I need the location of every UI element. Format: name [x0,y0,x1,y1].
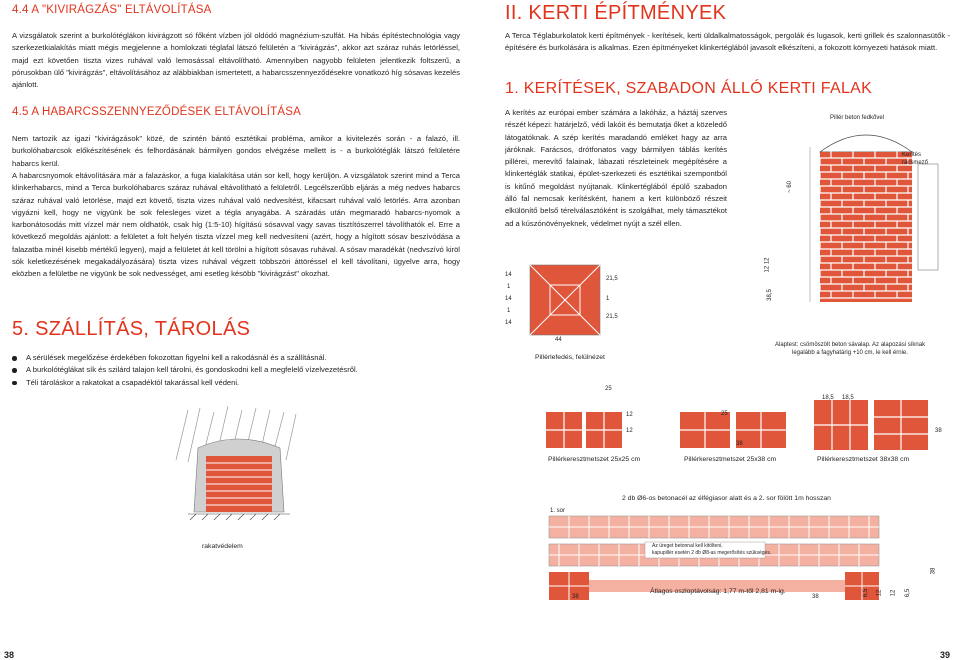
fence-grid-label-line-2: rácsmező [902,160,929,166]
section-dim: 12 [626,412,633,418]
list-item: A sérülések megelőzése érdekében fokozottan figyelni kell a rakodásnál és a szállításnál. [8,352,458,364]
page-number-left: 38 [4,650,15,660]
section-25x25 [546,412,622,448]
height-dimension-label: ~ 60 [786,181,793,193]
section-5-heading: 5. SZÁLLÍTÁS, TÁROLÁS [12,318,251,340]
wall-dim: 38 [930,567,937,575]
reinforcement-note: 2 db Ø6-os betonacél az élfégiasor alatt és a 2. sor fölött 1m hosszan [622,495,831,502]
plan-dim: 1 [606,296,610,302]
section-38x38 [814,400,928,450]
chapter-ii-body: A Terca Téglaburkolatok kerti építmények - kerítések, kerti üldalkalmatosságok, pergolák és lugasok, kerti grillek és szalonnasütők - építésére és burkolására is alkalmas. Ezen építményeket klinkertéglából javasolt elkészíteni, a fokozott környezeti hatások miatt. [505,31,950,53]
plan-dim: 14 [505,320,512,326]
section-dim: 18,5 [842,395,854,401]
wall-dim: 12 [890,589,897,597]
section-dim: 25 [605,386,612,392]
section-caption: Pillérkeresztmetszet 38x38 cm [817,456,910,463]
plan-caption: Pillérlefedés, felülnézet [535,354,605,361]
brick-stack [206,456,272,512]
pillar-body [820,152,912,302]
section-4-5-paragraph-2: A habarcsnyomok eltávolítására már a falazáskor, a fuga kialakítása után sor kell, hogy kerüljön. A vizsgálatok szerint mind a Terca klinkerhabarcs, mind a Terca burkolóhabarcs száraz ruhával eltávolítható a felületről. Legcélszerűbb eljárás a még nedves habarcs száraz ruhával való letörlése, majd ezt követő, tiszta vizes ruhával való nedvesítést, kifacsart ruhával való letörlés. Arra azonban vigyázni kell, hogy ne vigyünk be sok felesleges vizet a tégla anyagába. A száradás után megmaradó habarcs-nyomok a karbonátosodás mitt vízzel már nem oldhatók, csak híg (1:5-10) hígítású sósavval vagy savas tisztítószerrel távolíthatók el. Erre a következő megoldás ajánlott: a felületet a folt helyén tiszta vízzel meg kell nedvesíteni (azért, hogy a hígított sósav beszívódása a falazatba minél kisebb mértékű legyen), majd a felületet át kell törölni a hígított sósavas ruhával. A sósav maradékát (nedvszívó kiröl sók keletkezésének megakadályozására) tiszta vizes ruhával végzett többszöri áttöréssel el kell távolítani, ügyelve arra, hogy eközben a felületbe ne vigyünk be sok nedvességet, ami esetleg késöbb "kivirágzást" okozhat. [12,171,460,279]
section-number: 4.4 [12,4,29,16]
section-4-5-heading [12,106,301,118]
ground-hatch [188,514,290,520]
section-dim: 25 [721,411,728,417]
section-dim: 38 [935,428,942,434]
section-1-heading: 1. KERÍTÉSEK, SZABADON ÁLLÓ KERTI FALAK [505,80,873,97]
section-caption: Pillérkeresztmetszet 25x25 cm [548,456,641,463]
plan-dim: 21,5 [606,276,618,282]
row-label-1: 1. sor [550,508,566,514]
plan-dim: 1 [507,308,511,314]
plan-dim: 1 [507,284,511,290]
pillar-cross-sections [540,392,950,454]
section-number: 4.5 [12,106,29,118]
fill-note-line-1: Az üreget betonnal kell kitölteni, [652,543,723,549]
plan-dim: 44 [555,337,562,343]
pillar-cap [820,135,912,152]
section-4-4-body: A vizsgálatok szerint a burkolótéglákon kivirágzott só főként vízben jól oldódó magnézium-szulfát. Ha hibás építéstechnológia vagy szerkezetkialakítás miatt mégis megjelenne a homlokzati téglafal látszó felületén a "kivirágzás", akkor azt száraz ruhás letörléssel, majd ezt követően tiszta vizes ruhával való lemosással eltávolítható. Amennyiben nagyobb felületen jelentkezik foltszerű, a pórusokban ülő "kivirágzás", eltávolításához az alábbiakban ismertetett, a habarcsszennyeződésekre vonatkozó híg sósavas kezelés ajánlott. [12,31,460,90]
pillar-width-label: 38,5 [766,289,773,301]
section-dim: 18,5 [822,395,834,401]
section-4-4-heading [12,4,212,16]
wall-dim: 6,5 [863,588,870,598]
fence-grid-outline [918,164,938,270]
chapter-ii-heading: II. KERTI ÉPÍTMÉNYEK [505,2,727,24]
foundation-caption-line-2: legalább a fagyhatárig +10 cm, le kell érnie. [792,350,908,356]
pillar-elevation-drawing [770,112,940,312]
section-dim: 38 [736,441,743,447]
section-25x38 [680,412,786,448]
plan-dim: 14 [505,272,512,278]
fence-grid-label-line-1: Kerítés [902,152,922,158]
section-caption: Pillérkeresztmetszet 25x38 cm [684,456,777,463]
foundation-caption-line-1: Alaptest: csömöszölt beton sávalap. Az alapozási síknak [775,342,926,348]
wall-dim: 6,5 [905,588,912,598]
pillar-plan-view [520,255,610,345]
section-1-body: A kerítés az európai ember számára a lakóház, a háztáj szerves részét képezi: határjelző, védi lakóit és bemutatja őket a közeledő látogatóknak. A szép kerítés maradandó emléket hagy az arra járóknak. Farácsos, drótfonatos vagy bármilyen táblás kerítés pillérei, merevítő falainak, lábazati részleteinek megépítésére a klinkertéglák statikai, épület-szerkezeti és esztétikai szempontból is kitűnő megoldást nyújtanak. Klinkertéglából épülő szabadon álló fal nemcsak kerítésként, hanem a kert különböző részeit elkülönítő belső térelválasztóként is szolgálhat, mely támasztékot ad a kúszónövényeknek, védelmet nyújt a szél ellen. [505,108,727,228]
list-item: Téli tároláskor a rakatokat a csapadéktól takarással kell védeni. [8,377,458,389]
pillar-cap-label: Pillér beton fedkővel [830,115,885,121]
section-4-5-paragraph-1: Nem tartozik az igazi "kivirágzások" közé, de szintén bántó esztétikai probléma, amikor a kivitelezés során - a falazó, ill. burkolóhabarcsok előkészítésének és felhordásának bármilyen gondos elvégzése mellett is - a burkolótéglák látszó felületére habarcs kerül. [12,134,460,168]
storage-bullet-list [8,352,458,389]
section-title: A HABARCSSZENNYEZŐDÉSEK ELTÁVOLÍTÁSA [31,106,302,118]
section-dim: 12 [626,428,633,434]
wall-dim: 12 [876,589,883,597]
plan-dim: 21,5 [606,314,618,320]
wall-dim: 38 [812,594,819,600]
fill-note-line-2: kapupillér esetén 2 db Ø8-as megerősítés szükséges. [652,550,772,556]
section-title: A "KIVIRÁGZÁS" ELTÁVOLÍTÁSA [31,4,212,16]
list-item: A burkolótéglákat sík és szilárd talajon kell tárolni, és gondoskodni kell a megfelelő vízelvezetésről. [8,364,458,376]
plan-dim: 14 [505,296,512,302]
figure-caption: rakatvédelem [202,543,243,550]
wall-dim: 38 [572,594,579,600]
page-number-right: 39 [940,650,951,660]
rain-protection-illustration [168,400,308,540]
joint-dimension-label: 12 12 [764,257,771,273]
column-spacing-note: Átlagos oszloptávolság: 1,77 m-től 2,81 m-ig. [650,588,786,595]
